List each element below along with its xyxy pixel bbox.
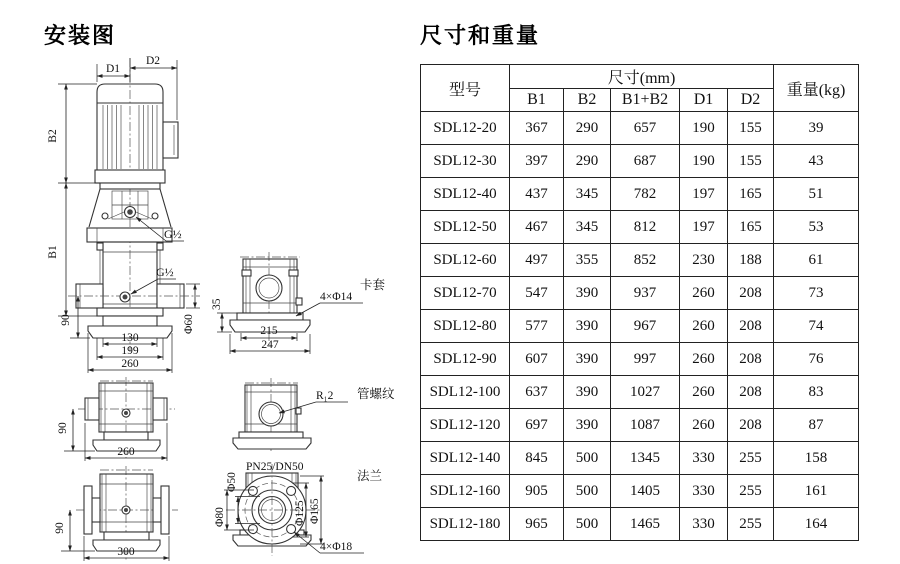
value-cell: 547 xyxy=(510,277,564,310)
value-cell: 43 xyxy=(774,145,859,178)
value-cell: 345 xyxy=(564,178,611,211)
pipe-thread-view xyxy=(233,378,395,452)
col-header-b1b2: B1+B2 xyxy=(611,89,680,112)
dim-label-260-thread: 260 xyxy=(117,446,135,458)
bolt-label-4xphi18: 4×Φ18 xyxy=(320,541,353,553)
value-cell: 1405 xyxy=(611,475,680,508)
value-cell: 500 xyxy=(564,475,611,508)
value-cell: 290 xyxy=(564,112,611,145)
model-cell: SDL12-160 xyxy=(421,475,510,508)
value-cell: 260 xyxy=(680,310,728,343)
col-header-d1: D1 xyxy=(680,89,728,112)
value-cell: 260 xyxy=(680,376,728,409)
value-cell: 155 xyxy=(728,112,774,145)
model-cell: SDL12-120 xyxy=(421,409,510,442)
dimensions-table xyxy=(420,64,859,541)
dim-label-b1: B1 xyxy=(47,245,59,259)
value-cell: 500 xyxy=(564,442,611,475)
value-cell: 1087 xyxy=(611,409,680,442)
value-cell: 577 xyxy=(510,310,564,343)
model-cell: SDL12-180 xyxy=(421,508,510,541)
value-cell: 73 xyxy=(774,277,859,310)
model-cell: SDL12-140 xyxy=(421,442,510,475)
dim-label-90-flange: 90 xyxy=(54,522,66,534)
value-cell: 255 xyxy=(728,475,774,508)
value-cell: 390 xyxy=(564,277,611,310)
main-pump-view xyxy=(47,55,200,373)
value-cell: 255 xyxy=(728,442,774,475)
dim-label-300: 300 xyxy=(117,546,135,558)
dim-label-d2: D2 xyxy=(145,55,161,67)
dim-label-90-main: 90 xyxy=(60,314,72,326)
model-cell: SDL12-80 xyxy=(421,310,510,343)
value-cell: 197 xyxy=(680,211,728,244)
dim-label-90-thread: 90 xyxy=(57,422,69,434)
dim-label-215: 215 xyxy=(260,325,278,337)
dim-label-130: 130 xyxy=(121,332,139,344)
table-row xyxy=(421,178,859,211)
table-row xyxy=(421,343,859,376)
value-cell: 158 xyxy=(774,442,859,475)
value-cell: 208 xyxy=(728,277,774,310)
value-cell: 637 xyxy=(510,376,564,409)
model-cell: SDL12-30 xyxy=(421,145,510,178)
value-cell: 965 xyxy=(510,508,564,541)
value-cell: 607 xyxy=(510,343,564,376)
installation-diagram xyxy=(0,0,420,564)
value-cell: 397 xyxy=(510,145,564,178)
value-cell: 164 xyxy=(774,508,859,541)
value-cell: 500 xyxy=(564,508,611,541)
model-cell: SDL12-100 xyxy=(421,376,510,409)
value-cell: 905 xyxy=(510,475,564,508)
value-cell: 190 xyxy=(680,112,728,145)
table-row xyxy=(421,376,859,409)
dim-label-d1: D1 xyxy=(105,63,121,75)
bolt-label-4xphi14: 4×Φ14 xyxy=(320,291,353,303)
value-cell: 61 xyxy=(774,244,859,277)
connection-type-clamp: 卡套 xyxy=(360,278,386,292)
model-cell: SDL12-40 xyxy=(421,178,510,211)
value-cell: 437 xyxy=(510,178,564,211)
table-row xyxy=(421,145,859,178)
port-label-g-top: G½ xyxy=(164,227,182,241)
model-cell: SDL12-50 xyxy=(421,211,510,244)
value-cell: 260 xyxy=(680,343,728,376)
value-cell: 1465 xyxy=(611,508,680,541)
connection-type-flange: 法兰 xyxy=(357,469,383,483)
value-cell: 87 xyxy=(774,409,859,442)
value-cell: 290 xyxy=(564,145,611,178)
value-cell: 657 xyxy=(611,112,680,145)
flange-detail-view xyxy=(214,461,382,556)
installation-diagram-title: 安装图 xyxy=(44,23,117,48)
col-header-dimensions: 尺寸(mm) xyxy=(510,65,774,89)
value-cell: 53 xyxy=(774,211,859,244)
value-cell: 812 xyxy=(611,211,680,244)
value-cell: 76 xyxy=(774,343,859,376)
value-cell: 330 xyxy=(680,442,728,475)
value-cell: 782 xyxy=(611,178,680,211)
value-cell: 208 xyxy=(728,343,774,376)
thread-spec-label: R₁2 xyxy=(316,390,334,402)
table-row xyxy=(421,244,859,277)
dimensions-table-wrap xyxy=(420,64,859,541)
dim-label-phi125: Φ125 xyxy=(294,500,306,526)
dim-label-b2: B2 xyxy=(47,129,59,143)
model-cell: SDL12-70 xyxy=(421,277,510,310)
value-cell: 330 xyxy=(680,508,728,541)
clamp-connection-view xyxy=(211,252,386,354)
value-cell: 1345 xyxy=(611,442,680,475)
value-cell: 355 xyxy=(564,244,611,277)
value-cell: 997 xyxy=(611,343,680,376)
table-row xyxy=(421,475,859,508)
value-cell: 190 xyxy=(680,145,728,178)
table-row xyxy=(421,112,859,145)
dim-label-phi60: Φ60 xyxy=(183,314,195,334)
value-cell: 367 xyxy=(510,112,564,145)
value-cell: 208 xyxy=(728,376,774,409)
value-cell: 390 xyxy=(564,310,611,343)
table-row xyxy=(421,508,859,541)
dim-label-260: 260 xyxy=(121,358,139,370)
dim-label-199: 199 xyxy=(121,345,139,357)
value-cell: 467 xyxy=(510,211,564,244)
value-cell: 208 xyxy=(728,409,774,442)
dim-label-phi80: Φ80 xyxy=(214,507,226,527)
value-cell: 937 xyxy=(611,277,680,310)
dim-label-35: 35 xyxy=(211,298,223,310)
value-cell: 230 xyxy=(680,244,728,277)
table-row xyxy=(421,277,859,310)
value-cell: 188 xyxy=(728,244,774,277)
dimensions-weight-title: 尺寸和重量 xyxy=(420,23,541,48)
value-cell: 39 xyxy=(774,112,859,145)
dim-label-phi50: Φ50 xyxy=(226,472,238,492)
connection-type-thread: 管螺纹 xyxy=(357,387,395,401)
value-cell: 197 xyxy=(680,178,728,211)
value-cell: 1027 xyxy=(611,376,680,409)
table-row xyxy=(421,442,859,475)
value-cell: 390 xyxy=(564,409,611,442)
value-cell: 165 xyxy=(728,178,774,211)
dim-label-247: 247 xyxy=(261,339,279,351)
dim-label-phi165: Φ165 xyxy=(309,498,321,524)
value-cell: 345 xyxy=(564,211,611,244)
table-row xyxy=(421,310,859,343)
value-cell: 260 xyxy=(680,409,728,442)
value-cell: 165 xyxy=(728,211,774,244)
flange-version-front-view xyxy=(54,466,178,561)
value-cell: 255 xyxy=(728,508,774,541)
value-cell: 83 xyxy=(774,376,859,409)
col-header-model: 型号 xyxy=(421,65,510,112)
value-cell: 51 xyxy=(774,178,859,211)
flange-spec-label: PN25/DN50 xyxy=(246,461,304,473)
value-cell: 74 xyxy=(774,310,859,343)
col-header-b2: B2 xyxy=(564,89,611,112)
model-cell: SDL12-60 xyxy=(421,244,510,277)
value-cell: 687 xyxy=(611,145,680,178)
model-cell: SDL12-20 xyxy=(421,112,510,145)
value-cell: 260 xyxy=(680,277,728,310)
value-cell: 155 xyxy=(728,145,774,178)
table-row xyxy=(421,409,859,442)
value-cell: 208 xyxy=(728,310,774,343)
value-cell: 967 xyxy=(611,310,680,343)
model-cell: SDL12-90 xyxy=(421,343,510,376)
value-cell: 697 xyxy=(510,409,564,442)
value-cell: 161 xyxy=(774,475,859,508)
value-cell: 330 xyxy=(680,475,728,508)
col-header-weight: 重量(kg) xyxy=(774,65,859,112)
table-row xyxy=(421,211,859,244)
value-cell: 497 xyxy=(510,244,564,277)
col-header-b1: B1 xyxy=(510,89,564,112)
port-label-g-bottom: G½ xyxy=(156,265,174,279)
value-cell: 845 xyxy=(510,442,564,475)
value-cell: 852 xyxy=(611,244,680,277)
col-header-d2: D2 xyxy=(728,89,774,112)
value-cell: 390 xyxy=(564,376,611,409)
value-cell: 390 xyxy=(564,343,611,376)
thread-version-front-view xyxy=(57,377,175,461)
